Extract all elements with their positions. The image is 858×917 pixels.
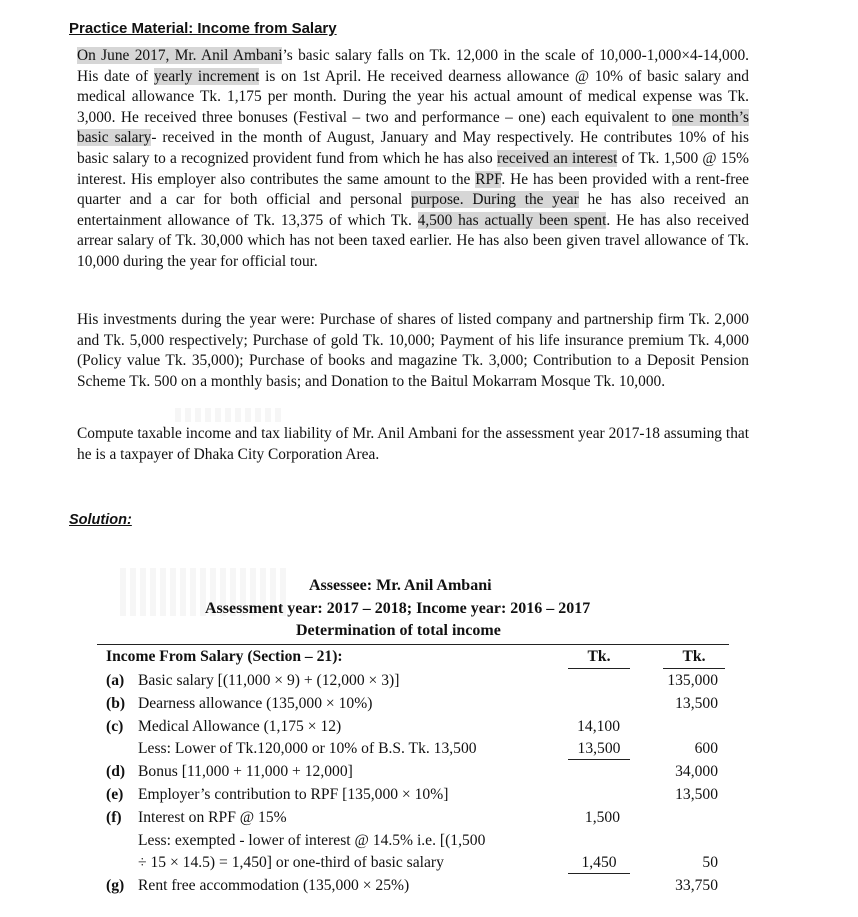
row-letter: (d)	[106, 763, 126, 780]
text-run: he has also received an entertainment allowance of Tk. 13,375 of which Tk.	[77, 191, 750, 229]
table-row	[0, 877, 858, 900]
amount-col2: 135,000	[667, 672, 718, 689]
amount-col1: 13,500	[568, 740, 630, 760]
table-row	[0, 695, 858, 718]
highlighted-text: On June 2017,	[77, 47, 175, 64]
table-row	[0, 832, 858, 855]
row-description: Bonus [11,000 + 11,000 + 12,000]	[138, 763, 353, 780]
row-letter: (b)	[106, 695, 126, 712]
highlighted-text: yearly increment	[153, 67, 260, 85]
table-row	[0, 718, 858, 741]
amount-col1: 14,100	[577, 718, 620, 735]
table-row	[0, 740, 858, 763]
amount-col1: 1,500	[584, 809, 620, 826]
question-paragraph-3: Compute taxable income and tax liability of Mr. Anil Ambani for the assessment year 2017-18 assuming that he is a taxpayer of Dhaka City Corporation Area.	[77, 425, 749, 463]
row-letter: (g)	[106, 877, 125, 894]
page-title: Practice Material: Income from Salary	[69, 20, 337, 37]
table-top-rule	[97, 644, 729, 645]
row-letter: (e)	[106, 786, 124, 803]
col2-header: Tk.	[663, 648, 725, 669]
row-description: Less: Lower of Tk.120,000 or 10% of B.S. Tk. 13,500	[138, 740, 477, 757]
amount-col1: 1,450	[568, 854, 630, 874]
amount-col2: 50	[702, 854, 718, 871]
assessee-heading: Assessee: Mr. Anil Ambani	[309, 577, 492, 594]
text-run: is on 1st April. He received dearness allowance @ 10% of basic salary and medical allowance Tk. 1,175 per month. During the year his actual amount of medical expense was Tk. 3,000. He received three bonuses (Festival – two and performance – one) each equivalent to	[77, 67, 749, 126]
highlighted-text: received an interest	[496, 149, 618, 167]
text-run: . He has been provided with a rent-free quarter and a car for both official and personal	[77, 170, 749, 209]
highlighted-text: RPF	[475, 170, 502, 188]
table-row	[0, 854, 858, 877]
determination-heading: Determination of total income	[296, 622, 501, 639]
text-run: ’s basic salary falls on Tk. 12,000 in the scale of 10,000-1,000×4-14,000. His date of	[77, 47, 749, 85]
row-letter: (a)	[106, 672, 125, 689]
row-description: Rent free accommodation (135,000 × 25%)	[138, 877, 410, 894]
row-description: ÷ 15 × 14.5) = 1,450] or one-third of basic salary	[138, 854, 444, 871]
text-run: of Tk. 1,500 @ 15% interest. His employer also contributes the same amount to the	[77, 149, 749, 188]
amount-col2: 13,500	[675, 695, 718, 712]
row-letter: (c)	[106, 718, 124, 735]
table-header-row	[0, 648, 858, 671]
table-row	[0, 763, 858, 786]
table-row	[0, 786, 858, 809]
question-paragraph-2: His investments during the year were: Purchase of shares of listed company and partnership firm Tk. 2,000 and Tk. 5,000 respectively; Purchase of gold Tk. 10,000; Payment of his life insurance premium Tk. 4,000 (Policy value Tk. 35,000); Purchase of books and magazine Tk. 3,000; Contribution to a Deposit Pension Scheme Tk. 500 on a monthly basis; and Donation to the Baitul Mokarram Mosque Tk. 10,000.	[77, 311, 749, 390]
row-letter: (f)	[106, 809, 122, 826]
row-description: Interest on RPF @ 15%	[138, 809, 287, 826]
table-row	[0, 672, 858, 695]
amount-col2: 600	[694, 740, 718, 757]
text-run: - received in the month of August, January and May respectively. He contributes 10% of his basic salary to a recognized provident fund from which he has also	[77, 129, 749, 167]
row-description: Employer’s contribution to RPF [135,000 × 10%]	[138, 786, 449, 803]
amount-col2: 34,000	[675, 763, 718, 780]
highlighted-text: purpose. During the year	[411, 191, 579, 209]
highlighted-text: 4,500 has actually been spent	[417, 211, 607, 229]
text-run: . He has also received arrear salary of Tk. 30,000 which has not been taxed earlier. He has also been given travel allowance of Tk. 10,000 during the year for official tour.	[77, 211, 749, 270]
col1-header: Tk.	[568, 648, 630, 669]
assessment-year-heading: Assessment year: 2017 – 2018; Income year: 2016 – 2017	[205, 600, 591, 617]
question-paragraph-1	[77, 46, 749, 273]
highlighted-text: one month’s basic salary	[77, 108, 749, 147]
row-description: Basic salary [(11,000 × 9) + (12,000 × 3)]	[138, 672, 400, 689]
row-description: Dearness allowance (135,000 × 10%)	[138, 695, 373, 712]
solution-label: Solution:	[69, 512, 132, 528]
amount-col2: 13,500	[675, 786, 718, 803]
row-description: Medical Allowance (1,175 × 12)	[138, 718, 342, 735]
highlighted-text: Mr. Anil Ambani	[174, 47, 283, 64]
amount-col2: 33,750	[675, 877, 718, 894]
bleed-through-mark	[175, 408, 285, 422]
table-row	[0, 809, 858, 832]
section-title: Income From Salary (Section – 21):	[106, 648, 343, 665]
row-description: Less: exempted - lower of interest @ 14.5% i.e. [(1,500	[138, 832, 486, 849]
